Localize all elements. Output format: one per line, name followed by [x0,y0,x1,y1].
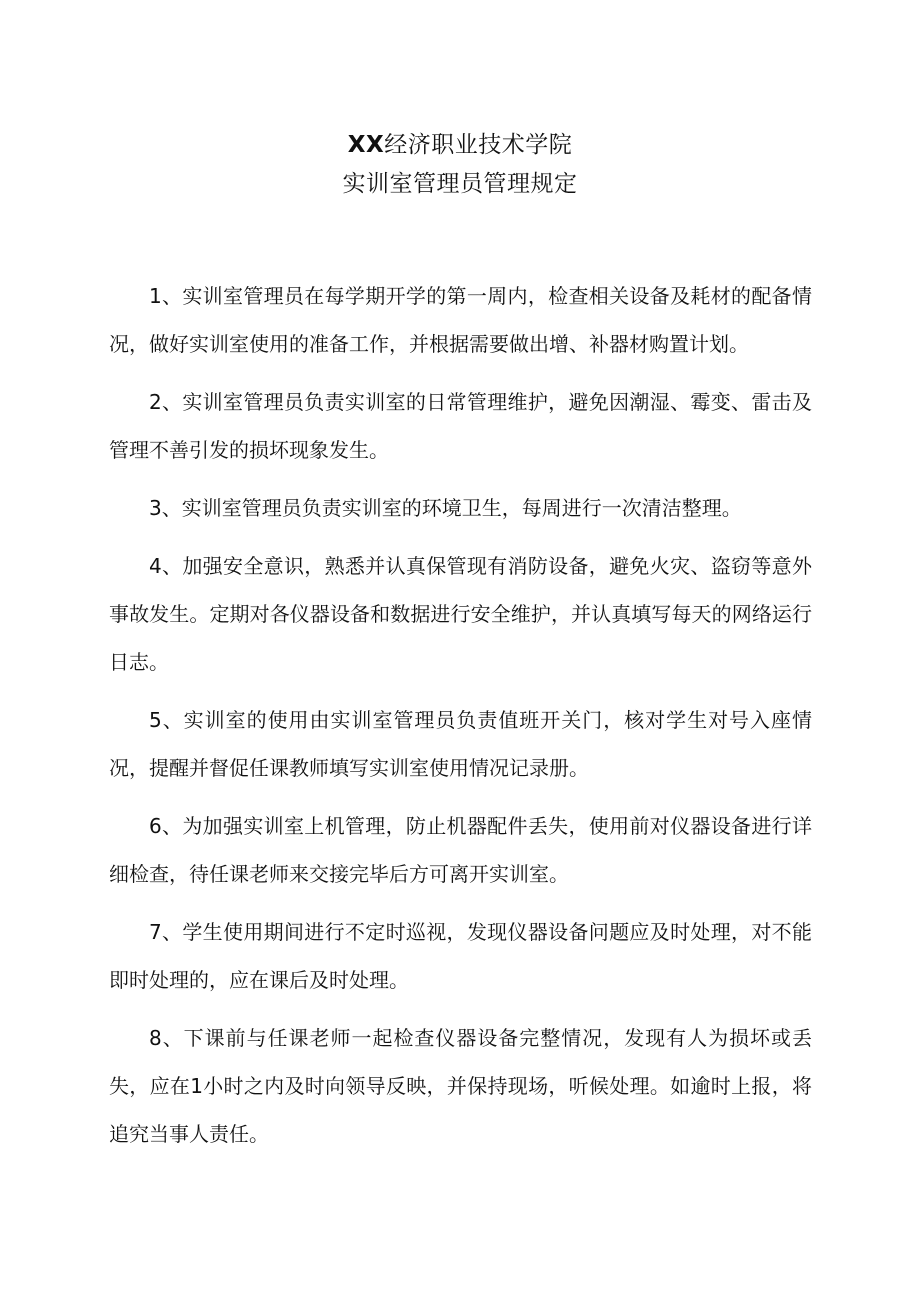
regulation-item-8: 8、下课前与任课老师一起检查仪器设备完整情况，发现有人为损坏或丢失，应在1小时之内及时向领导反映，并保持现场，听候处理。如逾时上报，将追究当事人责任。 [109,1026,812,1146]
regulation-item-7: 7、学生使用期间进行不定时巡视，发现仪器设备问题应及时处理，对不能即时处理的，应在课后及时处理。 [109,920,812,992]
regulation-item-4: 4、加强安全意识，熟悉并认真保管现有消防设备，避免火灾、盗窃等意外事故发生。定期对各仪器设备和数据进行安全维护，并认真填写每天的网络运行日志。 [109,554,812,674]
regulation-item-5: 5、实训室的使用由实训室管理员负责值班开关门，核对学生对号入座情况，提醒并督促任课教师填写实训室使用情况记录册。 [109,708,812,780]
title-line-institution [0,126,920,165]
regulation-item-2: 2、实训室管理员负责实训室的日常管理维护，避免因潮湿、霉变、雷击及管理不善引发的损坏现象发生。 [109,390,812,462]
regulation-item-6: 6、为加强实训室上机管理，防止机器配件丢失，使用前对仪器设备进行详细检查，待任课老师来交接完毕后方可离开实训室。 [109,814,812,886]
title-institution-name: 经济职业技术学院 [384,132,573,158]
title-prefix: XX [347,132,385,158]
document-title [0,126,920,204]
regulation-item-1: 1、实训室管理员在每学期开学的第一周内，检查相关设备及耗材的配备情况，做好实训室使用的准备工作，并根据需要做出增、补器材购置计划。 [109,284,812,356]
regulation-body [109,272,812,1168]
regulation-item-3: 3、实训室管理员负责实训室的环境卫生，每周进行一次清洁整理。 [149,496,742,520]
title-line-regulation: 实训室管理员管理规定 [342,171,578,197]
